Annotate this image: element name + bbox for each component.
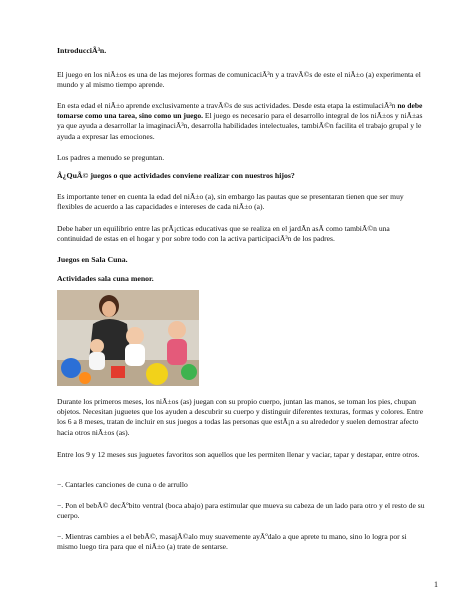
paragraph-estimulacion — [57, 101, 427, 142]
paragraph-9-12-meses: Entre los 9 y 12 meses sus juguetes favoritos son aquellos que les permiten llenar y vaciar, tapar y destapar, entre otros. — [57, 450, 420, 459]
children-playing-illustration — [57, 290, 199, 386]
heading-actividades: Actividades sala cuna menor. — [57, 274, 154, 283]
paragraph-edad: Es importante tener en cuenta la edad del niÃ±o (a), sin embargo las pautas que se presentaran tienen que ser muy flexibles de acuerdo a las capacidades e intereses de cada niÃ±o (a). — [57, 192, 404, 212]
paragraph-padres: Los padres a menudo se preguntan. — [57, 153, 165, 162]
paragraph-intro: El juego en los niÃ±os es una de las mejores formas de comunicaciÃ³n y a travÃ©s de este el niÃ±o (a) experimenta el mundo y al mismo tiempo aprende. — [57, 70, 421, 90]
list-item-decubito: −. Pon el bebÃ© decÃºbito ventral (boca abajo) para estimular que mueva su cabeza de un lado para otro y el resto de su cuerpo. — [57, 501, 425, 521]
paragraph-estimulacion-text-1: En esta edad el niÃ±o aprende exclusivamente a travÃ©s de sus actividades. Desde esta etapa la estimulaciÃ³n — [57, 101, 398, 110]
title: IntroducciÃ³n. — [57, 46, 107, 55]
paragraph-estimulacion-bold: no debe tomarse como una tarea, sino como un juego. — [57, 101, 423, 121]
list-item-cantarles: −. Cantarles canciones de cuna o de arrullo — [57, 480, 188, 489]
paragraph-equilibrio: Debe haber un equilibrio entre las prÃ¡cticas educativas que se realiza en el jardÃn asÃ como tambiÃ©n una continuidad de estas en el hogar y por sobre todo con la activa participaciÃ³n de los padres. — [57, 224, 390, 244]
list-item-masaje: −. Mientras cambies a el bebÃ©, masajÃ©alo muy suavemente ayÃºdalo a que aprete tu mano, sino lo logra por si mismo luego tira para que el niÃ±o (a) trate de sentarse. — [57, 532, 407, 552]
question-heading: Â¿QuÃ© juegos o que actividades conviene realizar con nuestros hijos? — [57, 171, 295, 180]
paragraph-estimulacion-text-2: El juego es necesario para el desarrollo integral de los niÃ±os y niÃ±as ya que ayuda a desarrollar la imaginaciÃ³n, desarrolla habilidades intelectuales, tambiÃ©n facilita el trabajo grupal y le ayuda a expresar las emociones. — [57, 111, 423, 141]
heading-sala-cuna: Juegos en Sala Cuna. — [57, 255, 128, 264]
paragraph-primeros-meses: Durante los primeros meses, los niÃ±os (as) juegan con su propio cuerpo, juntan las manos, se toman los pies, chupan objetos. Necesitan juguetes que los ayuden a descubrir su cuerpo y distinguir diferentes texturas, formas y colores. Entre los 6 a 8 meses, tratan de incluir en sus juegos a todas las personas que estÃ¡n a su alrededor y suelen demostrar afecto hacia otros niÃ±os (as). — [57, 397, 424, 437]
children-playing-photo — [57, 290, 199, 386]
page-number: 1 — [434, 580, 438, 589]
